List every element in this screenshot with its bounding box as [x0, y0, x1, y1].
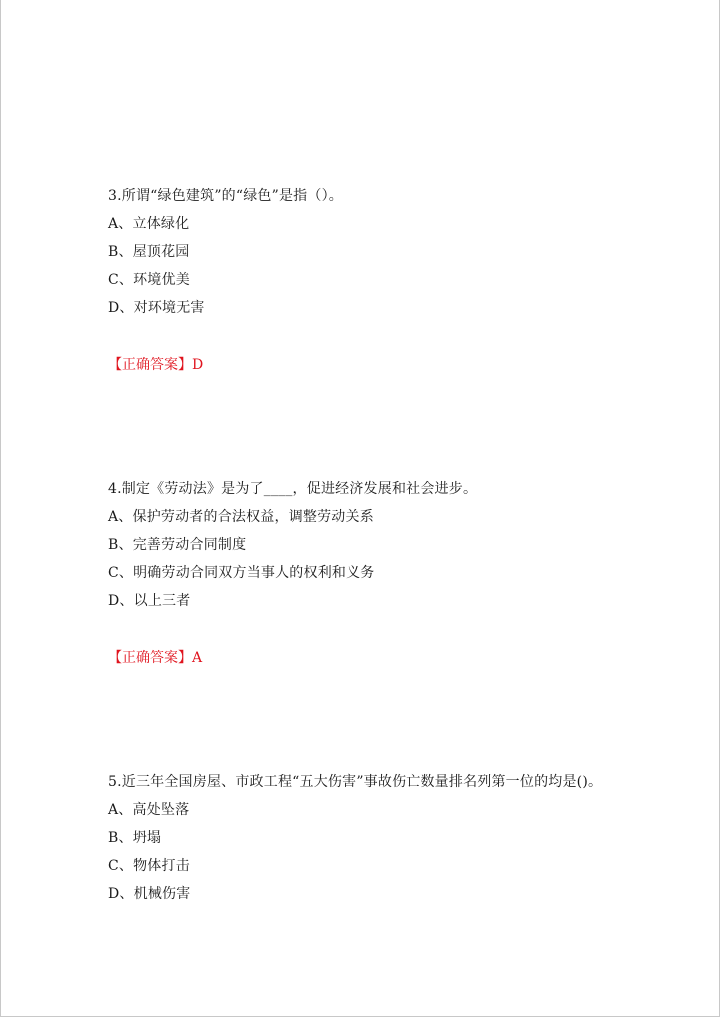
option-d: D、机械伤害	[108, 886, 191, 902]
option-c: C、环境优美	[108, 272, 190, 288]
answer-value: D	[192, 357, 204, 373]
answer-3	[108, 357, 203, 373]
option-c: C、明确劳动合同双方当事人的权利和义务	[108, 565, 375, 581]
option-a: A、立体绿化	[108, 216, 190, 232]
option-list	[108, 509, 698, 609]
answer-label: 【正确答案】	[108, 357, 192, 373]
option-d: D、以上三者	[108, 593, 191, 609]
option-d: D、对环境无害	[108, 300, 205, 316]
option-b: B、坍塌	[108, 830, 162, 846]
question-5	[108, 774, 698, 902]
answer-label: 【正确答案】	[108, 650, 192, 666]
option-list	[108, 802, 698, 902]
option-b: B、完善劳动合同制度	[108, 537, 247, 553]
answer-value: A	[192, 650, 203, 666]
option-b: B、屋顶花园	[108, 244, 190, 260]
answer-4	[108, 650, 202, 666]
option-list	[108, 216, 698, 316]
question-4	[108, 481, 698, 609]
question-3	[108, 188, 698, 316]
question-stem: 5.近三年全国房屋、市政工程“五大伤害”事故伤亡数量排名列第一位的均是()。	[108, 774, 603, 790]
option-c: C、物体打击	[108, 858, 190, 874]
option-a: A、保护劳动者的合法权益，调整劳动关系	[108, 509, 374, 525]
option-a: A、高处坠落	[108, 802, 190, 818]
question-stem: 4.制定《劳动法》是为了____，促进经济发展和社会进步。	[108, 481, 478, 497]
question-stem: 3.所谓“绿色建筑”的“绿色”是指（）。	[108, 188, 343, 204]
